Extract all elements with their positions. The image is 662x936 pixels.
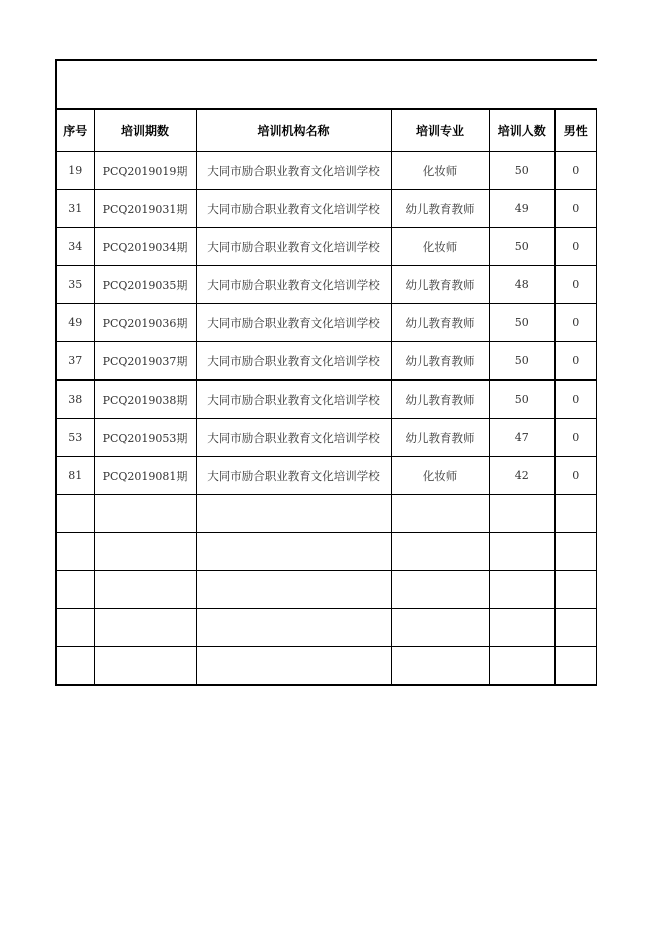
cell-seq: 19	[56, 152, 94, 190]
cell-male	[555, 647, 596, 686]
cell-org	[196, 533, 391, 571]
cell-count: 49	[489, 190, 555, 228]
header-row	[56, 110, 596, 152]
cell-major	[391, 609, 489, 647]
cell-male: 0	[555, 152, 596, 190]
header-org: 培训机构名称	[196, 110, 391, 152]
table-row	[56, 571, 596, 609]
cell-org	[196, 647, 391, 686]
cell-seq	[56, 647, 94, 686]
cell-org: 大同市励合职业教育文化培训学校	[196, 380, 391, 419]
cell-major: 幼儿教育教师	[391, 342, 489, 381]
table-row	[56, 190, 596, 228]
header-seq: 序号	[56, 110, 94, 152]
cell-period: PCQ2019038期	[94, 380, 196, 419]
cell-count	[489, 495, 555, 533]
cell-org: 大同市励合职业教育文化培训学校	[196, 152, 391, 190]
cell-org	[196, 495, 391, 533]
cell-period	[94, 609, 196, 647]
cell-period: PCQ2019037期	[94, 342, 196, 381]
cell-count	[489, 533, 555, 571]
cell-major: 化妆师	[391, 228, 489, 266]
cell-seq: 31	[56, 190, 94, 228]
cell-major: 化妆师	[391, 457, 489, 495]
cell-major	[391, 533, 489, 571]
cell-period: PCQ2019031期	[94, 190, 196, 228]
cell-seq: 34	[56, 228, 94, 266]
cell-count: 50	[489, 152, 555, 190]
cell-major	[391, 571, 489, 609]
table-row	[56, 380, 596, 419]
table-row	[56, 609, 596, 647]
cell-major: 幼儿教育教师	[391, 419, 489, 457]
cell-count: 50	[489, 342, 555, 381]
cell-male	[555, 571, 596, 609]
table-row	[56, 228, 596, 266]
cell-male: 0	[555, 190, 596, 228]
table-row	[56, 342, 596, 381]
cell-seq: 38	[56, 380, 94, 419]
table-row	[56, 266, 596, 304]
cell-male	[555, 533, 596, 571]
cell-seq	[56, 533, 94, 571]
cell-org: 大同市励合职业教育文化培训学校	[196, 457, 391, 495]
cell-seq: 81	[56, 457, 94, 495]
cell-count: 42	[489, 457, 555, 495]
cell-count	[489, 571, 555, 609]
cell-org	[196, 571, 391, 609]
cell-male	[555, 609, 596, 647]
header-major: 培训专业	[391, 110, 489, 152]
cell-count: 50	[489, 228, 555, 266]
cell-male	[555, 495, 596, 533]
cell-period: PCQ2019019期	[94, 152, 196, 190]
table-row	[56, 495, 596, 533]
cell-period: PCQ2019034期	[94, 228, 196, 266]
cell-seq: 37	[56, 342, 94, 381]
table-row	[56, 647, 596, 686]
cell-org: 大同市励合职业教育文化培训学校	[196, 190, 391, 228]
cell-count: 50	[489, 380, 555, 419]
cell-major: 化妆师	[391, 152, 489, 190]
header-male: 男性	[555, 110, 596, 152]
cell-male: 0	[555, 419, 596, 457]
cell-male: 0	[555, 380, 596, 419]
cell-major: 幼儿教育教师	[391, 304, 489, 342]
cell-period: PCQ2019035期	[94, 266, 196, 304]
cell-period	[94, 647, 196, 686]
table-row	[56, 304, 596, 342]
training-table	[55, 109, 597, 686]
cell-seq	[56, 609, 94, 647]
cell-major	[391, 495, 489, 533]
cell-major	[391, 647, 489, 686]
cell-major: 幼儿教育教师	[391, 190, 489, 228]
cell-org: 大同市励合职业教育文化培训学校	[196, 342, 391, 381]
cell-period: PCQ2019081期	[94, 457, 196, 495]
cell-org: 大同市励合职业教育文化培训学校	[196, 266, 391, 304]
cell-org: 大同市励合职业教育文化培训学校	[196, 419, 391, 457]
cell-male: 0	[555, 342, 596, 381]
cell-male: 0	[555, 304, 596, 342]
cell-male: 0	[555, 266, 596, 304]
cell-seq	[56, 571, 94, 609]
cell-count	[489, 609, 555, 647]
cell-seq: 35	[56, 266, 94, 304]
cell-seq: 49	[56, 304, 94, 342]
cell-org	[196, 609, 391, 647]
table-row	[56, 457, 596, 495]
title-row	[55, 59, 597, 109]
cell-period	[94, 495, 196, 533]
cell-major: 幼儿教育教师	[391, 266, 489, 304]
cell-period: PCQ2019053期	[94, 419, 196, 457]
cell-male: 0	[555, 228, 596, 266]
cell-male: 0	[555, 457, 596, 495]
table-row	[56, 419, 596, 457]
cell-org: 大同市励合职业教育文化培训学校	[196, 304, 391, 342]
cell-seq	[56, 495, 94, 533]
cell-org: 大同市励合职业教育文化培训学校	[196, 228, 391, 266]
cell-count: 47	[489, 419, 555, 457]
header-count: 培训人数	[489, 110, 555, 152]
table-row	[56, 152, 596, 190]
cell-count: 50	[489, 304, 555, 342]
header-period: 培训期数	[94, 110, 196, 152]
cell-count	[489, 647, 555, 686]
cell-period	[94, 571, 196, 609]
cell-major: 幼儿教育教师	[391, 380, 489, 419]
training-sheet	[55, 59, 597, 686]
cell-count: 48	[489, 266, 555, 304]
table-row	[56, 533, 596, 571]
cell-seq: 53	[56, 419, 94, 457]
cell-period: PCQ2019036期	[94, 304, 196, 342]
cell-period	[94, 533, 196, 571]
